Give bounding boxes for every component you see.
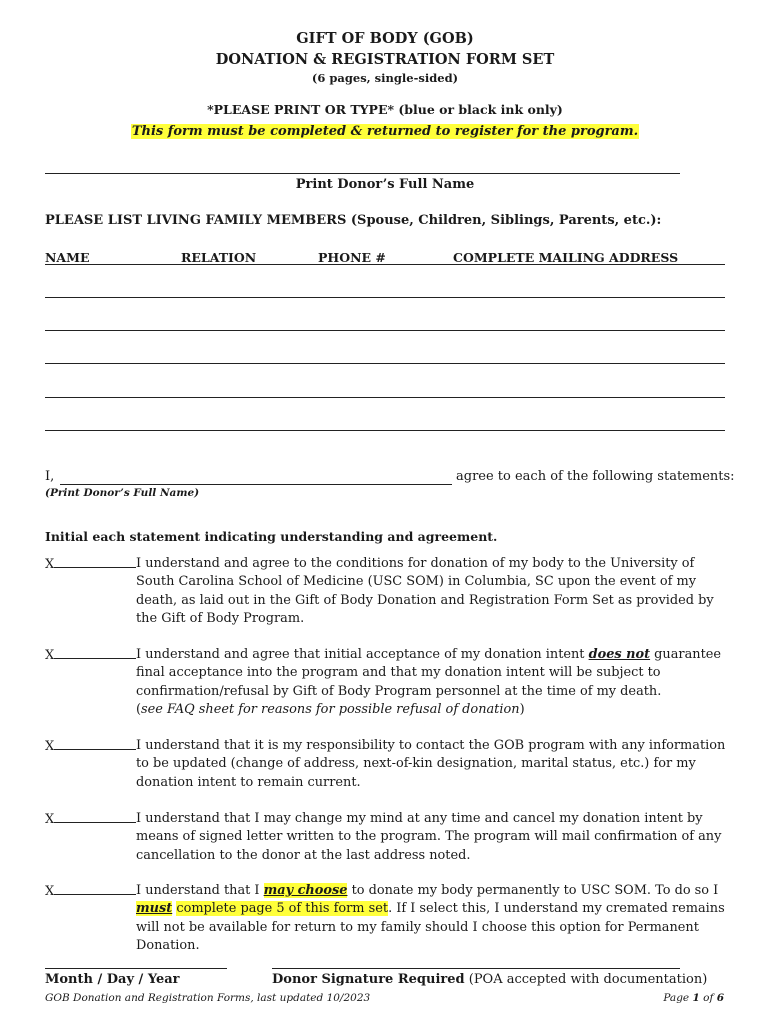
page-current: 1 <box>692 992 700 1004</box>
family-row-line[interactable] <box>45 430 725 431</box>
page-mid: of <box>699 992 717 1004</box>
initial-field-5[interactable] <box>45 882 136 899</box>
statement-5-highlight: may choose <box>263 883 348 898</box>
required-note: This form must be completed & returned to register for the program. <box>131 124 639 139</box>
statement-1: I understand and agree to the conditions for donation of my body to the University of South Carolina School of Medicine (USC SOM) in Columbia, SC upon the event of my death, as laid out in the Gift of Body Donation and Registration Form Set as provided by the Gift of Body Program. <box>136 556 714 627</box>
column-header-underline <box>45 264 725 265</box>
form-subtitle: DONATION & REGISTRATION FORM SET <box>215 51 555 68</box>
initial-mark: X <box>45 648 55 663</box>
signature-line[interactable] <box>272 968 680 969</box>
donor-name-line[interactable] <box>45 173 680 174</box>
form-title: GIFT OF BODY (GOB) <box>296 30 474 47</box>
statement-5-highlight: complete page 5 of this form set <box>176 901 389 917</box>
family-row-line[interactable] <box>45 297 725 298</box>
signature-label-bold: Donor Signature Required <box>272 972 465 987</box>
family-row-line[interactable] <box>45 397 725 398</box>
date-line[interactable] <box>45 968 227 969</box>
column-address: COMPLETE MAILING ADDRESS <box>453 250 679 265</box>
initial-heading: Initial each statement indicating understanding and agreement. <box>45 529 498 544</box>
donor-name-label: Print Donor’s Full Name <box>295 177 475 192</box>
initial-field-1[interactable] <box>45 555 136 572</box>
pages-note: (6 pages, single-sided) <box>311 71 459 85</box>
page-total: 6 <box>716 992 724 1004</box>
statement-2-paren: ) <box>519 702 525 718</box>
statement-2-paren: ( <box>136 702 142 718</box>
initial-field-2[interactable] <box>45 646 136 663</box>
initial-field-4[interactable] <box>45 810 136 827</box>
page-number <box>663 992 724 1004</box>
initial-mark: X <box>45 739 55 754</box>
agreement-name-line[interactable] <box>60 484 452 485</box>
family-heading-rest: (Spouse, Children, Siblings, Parents, etc.): <box>346 213 662 228</box>
statement-5-text: . If I select this, I understand my cremated remains will not be available for return to my family should I choose this option for Permanent Donation. <box>136 901 725 954</box>
family-row-line[interactable] <box>45 363 725 364</box>
signature-label <box>272 972 707 987</box>
family-row-line[interactable] <box>45 330 725 331</box>
date-label: Month / Day / Year <box>45 972 180 987</box>
agreement-prefix: I, <box>45 469 55 484</box>
column-name: NAME <box>45 250 90 265</box>
page-prefix: Page <box>663 992 693 1004</box>
footer-text: GOB Donation and Registration Forms, last updated 10/2023 <box>45 992 371 1004</box>
statement-2-note: see FAQ sheet for reasons for possible refusal of donation <box>141 702 520 718</box>
signature-note: (POA accepted with documentation) <box>464 972 708 987</box>
family-heading <box>45 213 661 228</box>
statement-2-text: I understand and agree that initial acceptance of my donation intent <box>136 647 589 662</box>
column-phone: PHONE # <box>318 250 386 265</box>
initial-mark: X <box>45 557 55 572</box>
statement-4: I understand that I may change my mind at any time and cancel my donation intent by means of signed letter written to the program. The program will mail confirmation of any cancellation to the donor at the last address noted. <box>136 811 722 863</box>
statement-2-emphasis: does not <box>588 647 651 662</box>
statement-3: I understand that it is my responsibility to contact the GOB program with any information to be updated (change of address, next-of-kin designation, marital status, etc.) for my donation intent to remain current. <box>136 738 726 790</box>
initial-mark: X <box>45 884 55 899</box>
statement-2 <box>136 646 731 720</box>
statement-5 <box>136 882 731 956</box>
print-note: *PLEASE PRINT OR TYPE* (blue or black ink only) <box>207 102 563 117</box>
statement-5-text: I understand that I <box>136 883 264 898</box>
statement-2-text: guarantee final acceptance into the program and that my donation intent will be subject to confirmation/refusal by Gift of Body Program personnel at the time of my death. <box>136 647 722 699</box>
initial-field-3[interactable] <box>45 737 136 754</box>
column-relation: RELATION <box>181 250 257 265</box>
agreement-suffix: agree to each of the following statements: <box>456 469 735 484</box>
statement-5-text: to donate my body permanently to USC SOM. To do so I <box>347 883 719 898</box>
statement-5-highlight: must <box>136 901 173 917</box>
family-heading-bold: PLEASE LIST LIVING FAMILY MEMBERS <box>45 213 347 228</box>
required-note-wrap <box>0 120 770 139</box>
agreement-caption: (Print Donor’s Full Name) <box>45 487 200 499</box>
initial-mark: X <box>45 812 55 827</box>
